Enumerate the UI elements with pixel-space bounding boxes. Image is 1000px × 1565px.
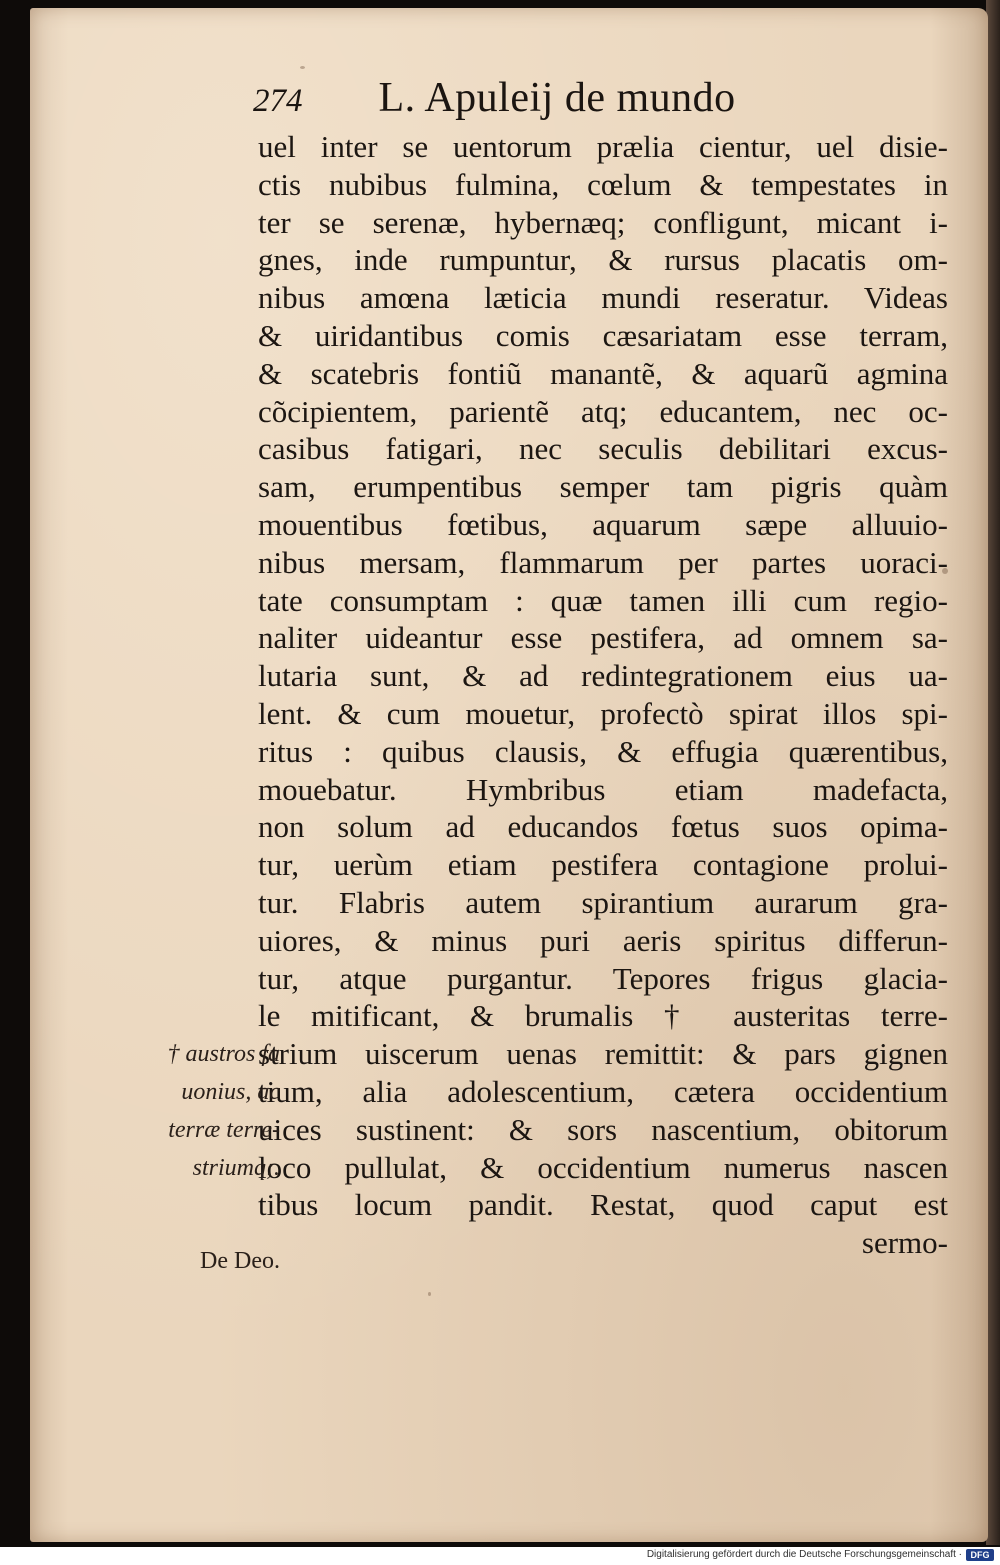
text-line: loco pullulat, & occidentium numerus nascen <box>258 1149 948 1185</box>
text-line: tate consumptam : quæ tamen illi cum regio- <box>258 582 948 618</box>
marginal-heading: De Deo. <box>200 1248 280 1274</box>
text-line: tur, uerùm etiam pestifera contagione prolui- <box>258 847 948 883</box>
text-line: naliter uideantur esse pestifera, ad omnem sa- <box>258 620 948 656</box>
text-line: casibus fatigari, nec seculis debilitari excus- <box>258 431 948 467</box>
marginal-note <box>100 1035 280 1187</box>
text-line: uel inter se uentorum prælia cientur, uel disie- <box>258 129 948 164</box>
text-line: lent. & cum mouetur, profectò spirat illos spi- <box>258 695 948 731</box>
paper-speck <box>300 66 305 69</box>
text-line: mouebatur. Hymbribus etiam madefacta, <box>258 771 948 807</box>
text-line: uiores, & minus puri aeris spiritus differun- <box>258 922 948 958</box>
page-header <box>253 74 736 122</box>
text-line: non solum ad educandos fœtus suos opima- <box>258 809 948 845</box>
text-line: tur, atque purgantur. Tepores frigus glacia- <box>258 960 948 996</box>
text-line: mouentibus fœtibus, aquarum sæpe alluuio- <box>258 506 948 542</box>
text-line: lutaria sunt, & ad redintegrationem eius ua- <box>258 658 948 694</box>
text-line: nibus mersam, flammarum per partes uoraci- <box>258 544 948 580</box>
footer-bar <box>0 1547 1000 1565</box>
marginal-note-line: striumq;. <box>192 1155 280 1181</box>
funding-credit: Digitalisierung gefördert durch die Deutsche Forschungsgemeinschaft · <box>646 1549 962 1560</box>
text-line: tium, alia adolescentium, cætera occidentium <box>258 1073 948 1109</box>
text-line: strium uiscerum uenas remittit: & pars gignen <box>258 1036 948 1072</box>
marginal-note-line: † austros fa <box>167 1041 280 1067</box>
body-text <box>258 128 958 1262</box>
text-line: tur. Flabris autem spirantium aurarum gra- <box>258 884 948 920</box>
text-line: ter se serenæ, hybernæq; confligunt, micant i- <box>258 204 948 240</box>
text-line: le mitificant, & brumalis † austeritas terre- <box>258 998 948 1034</box>
book-edge <box>986 0 1000 1545</box>
running-head: L. Apuleij de mundo <box>378 75 736 121</box>
text-line: ctis nubibus fulmina, cœlum & tempestates in <box>258 166 948 202</box>
text-line: sam, erumpentibus semper tam pigris quàm <box>258 469 948 505</box>
marginal-note-line: terræ terre- <box>168 1117 280 1143</box>
paper-speck <box>428 1292 431 1296</box>
text-line: uices sustinent: & sors nascentium, obitorum <box>258 1111 948 1147</box>
text-line: ritus : quibus clausis, & effugia quærentibus, <box>258 733 948 769</box>
text-line: & scatebris fontiũ manantẽ, & aquarũ agmina <box>258 355 948 391</box>
text-line: tibus locum pandit. Restat, quod caput est <box>258 1187 948 1223</box>
text-line: cõcipientem, parientẽ atq; educantem, nec oc- <box>258 393 948 429</box>
page-number: 274 <box>253 83 303 119</box>
text-line: nibus amœna læticia mundi reseratur. Videas <box>258 280 948 316</box>
text-line: & uiridantibus comis cæsariatam esse terram, <box>258 317 948 353</box>
catchword: sermo- <box>861 1225 948 1261</box>
text-line: gnes, inde rumpuntur, & rursus placatis om- <box>258 242 948 278</box>
dfg-logo-icon[interactable]: DFG <box>966 1549 994 1561</box>
marginal-note-line: uonius, ac <box>181 1079 280 1105</box>
